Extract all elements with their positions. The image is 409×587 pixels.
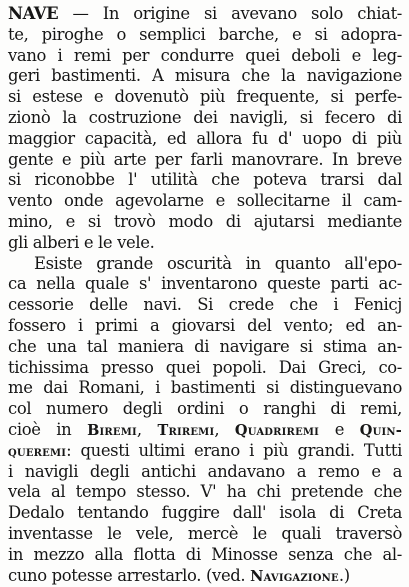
small-caps-term: Quadriremi <box>234 421 320 439</box>
text-segment: vela al tempo stesso. V' ha chi pretende che <box>8 482 402 502</box>
text-line <box>8 545 402 566</box>
text-line <box>8 46 402 67</box>
entry-headword: NAVE <box>8 4 59 23</box>
text-line <box>8 503 402 524</box>
text-segment: si riconobbe l' utilità che poteva trarsi dal <box>8 170 402 190</box>
text-segment: geri bastimenti. A misura che la navigazione <box>8 66 402 86</box>
text-segment: in mezzo alla flotta di Minosse senza che al- <box>8 544 402 564</box>
text-line <box>8 25 402 46</box>
text-line <box>8 482 402 503</box>
text-segment: tichissima presso quei popoli. Dai Greci, co- <box>8 357 402 377</box>
text-line <box>8 129 402 150</box>
text-line <box>8 420 402 441</box>
text-segment: col numero degli ordini o ranghi di remi, <box>8 399 402 419</box>
text-segment: .) <box>338 565 350 585</box>
small-caps-term: Quin- <box>359 421 402 439</box>
text-line <box>8 274 402 295</box>
text-line <box>8 66 402 87</box>
text-line <box>8 254 402 275</box>
text-segment: cessorie delle navi. Si crede che i Fenicj <box>8 295 402 315</box>
text-segment: — In origine si avevano solo chiat- <box>58 4 402 23</box>
text-line <box>8 462 402 483</box>
text-line <box>8 316 402 337</box>
text-segment: , <box>214 419 235 439</box>
text-segment: gente e più arte per farli manovrare. In breve <box>8 149 402 169</box>
text-segment: te, piroghe o semplici barche, e si adopra- <box>8 24 402 44</box>
text-segment: maggior capacità, ed allora fu d' uopo di più <box>8 128 402 148</box>
small-caps-term: Navigazione <box>250 567 339 585</box>
text-line <box>8 212 402 233</box>
text-segment: i navigli degli antichi andavano a remo e a <box>8 461 402 481</box>
text-line <box>8 150 402 171</box>
small-caps-term: Triremi <box>157 421 215 439</box>
text-segment: cuno potesse arrestarlo. (ved. <box>8 565 251 585</box>
text-segment: mino, e si trovò modo di ajutarsi mediante <box>8 211 402 231</box>
text-line <box>8 441 402 462</box>
text-line <box>8 566 402 587</box>
text-segment: Dedalo tentando fuggire dall' isola di Creta <box>8 503 402 523</box>
text-segment: che una tal maniera di navigare si stima an- <box>8 336 402 356</box>
text-line <box>8 295 402 316</box>
text-line <box>8 378 402 399</box>
text-line <box>8 108 402 129</box>
text-line <box>8 337 402 358</box>
text-segment: vento onde agevolarne e sollecitarne il cam- <box>8 191 402 211</box>
small-caps-term: Biremi <box>87 421 137 439</box>
text-segment: si estese e dovenutò più frequente, si perfe- <box>8 87 402 107</box>
text-segment: inventasse le vele, mercè le quali traversò <box>8 523 402 543</box>
text-line <box>8 4 402 25</box>
text-segment: e <box>319 419 360 439</box>
text-segment: me dai Romani, i bastimenti si distinguevano <box>8 378 402 398</box>
text-segment: vano i remi per condurre quei deboli e leg- <box>8 45 402 65</box>
text-line <box>8 524 402 545</box>
text-line <box>8 87 402 108</box>
text-segment: zionò la costruzione dei navigli, si fecero di <box>8 107 402 127</box>
text-segment: gli alberi e le vele. <box>8 232 155 252</box>
article-column <box>8 4 402 586</box>
text-segment: cioè in <box>8 419 88 439</box>
text-segment: Esiste grande oscurità in quanto all'epo- <box>34 253 402 273</box>
text-line <box>8 191 402 212</box>
text-segment: : questi ultimi erano i più grandi. Tutti <box>66 440 402 460</box>
text-line <box>8 233 402 254</box>
text-line <box>8 399 402 420</box>
text-segment: fossero i primi a giovarsi del vento; ed an- <box>8 315 402 335</box>
small-caps-term: queremi <box>8 442 67 460</box>
text-segment: ca nella quale s' inventarono queste parti ac- <box>8 274 402 294</box>
text-line <box>8 170 402 191</box>
text-line <box>8 358 402 379</box>
text-segment: , <box>136 419 158 439</box>
